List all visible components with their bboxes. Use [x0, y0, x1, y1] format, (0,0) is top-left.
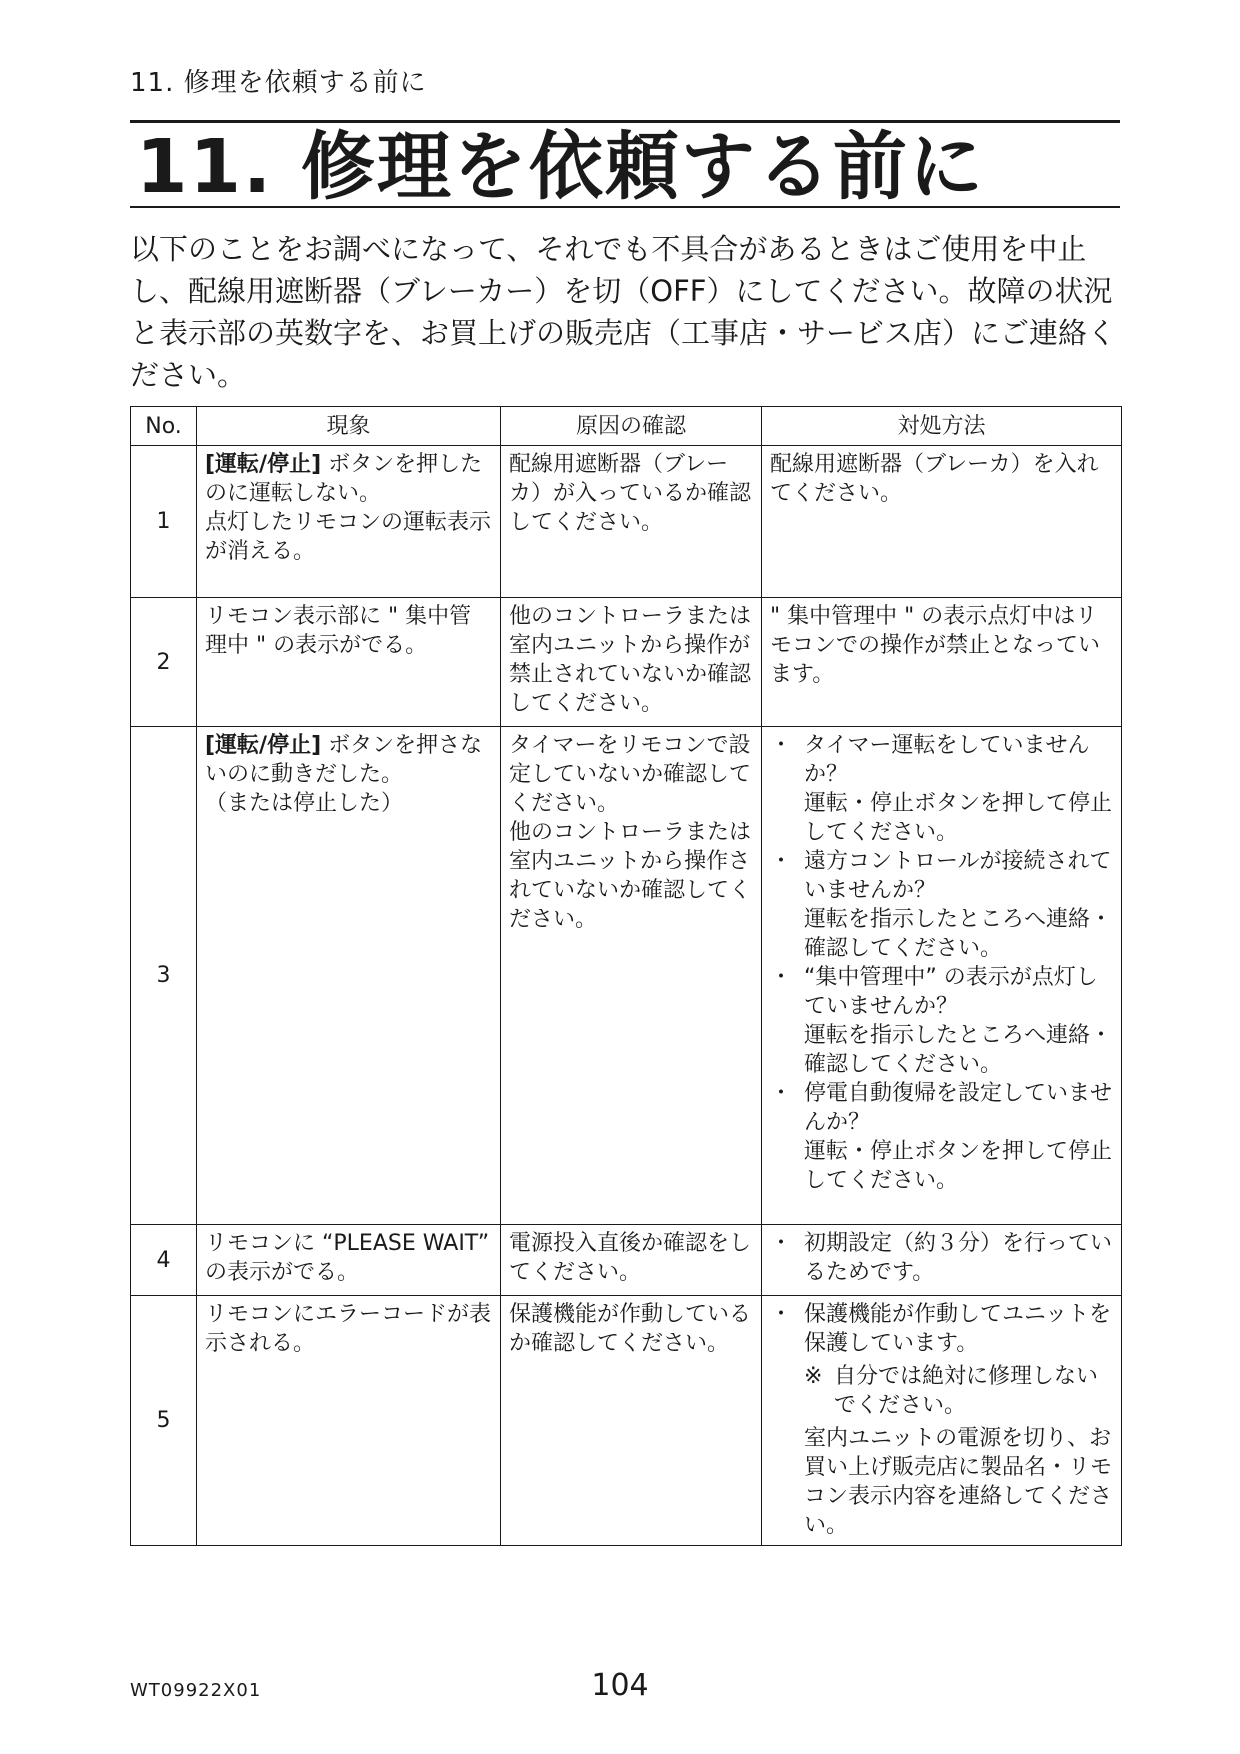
remedy-cell — [762, 727, 1122, 1225]
document-code: WT09922X01 — [130, 1680, 262, 1701]
remedy-answer: 運転・停止ボタンを押して停止してください。 — [804, 1139, 1113, 1193]
header-cause: 原因の確認 — [501, 407, 762, 446]
symptom-text: （または停止した） — [205, 791, 404, 816]
symptom-text: ボタンを押したのに運転しない。 — [205, 452, 483, 506]
page-number: 104 — [591, 1668, 649, 1703]
remedy-answer: 運転を指示したところへ連絡・確認してください。 — [804, 1023, 1113, 1077]
table-row — [131, 598, 1122, 727]
intro-paragraph: 以下のことをお調べになって、それでも不具合があるときはご使用を中止し、配線用遮断器（ブレーカー）を切（OFF）にしてください。故障の状況と表示部の英数字を、お買上げの販売店（工事店・サービス店）にご連絡ください。 — [130, 232, 1117, 392]
table-row — [131, 727, 1122, 1225]
cause-cell: 保護機能が作動しているか確認してください。 — [501, 1296, 762, 1546]
cause-cell: 他のコントローラまたは室内ユニットから操作が禁止されていないか確認してください。 — [501, 598, 762, 727]
remedy-answer: 運転・停止ボタンを押して停止してください。 — [804, 791, 1113, 845]
remedy-list — [770, 1229, 1113, 1287]
table-row — [131, 1225, 1122, 1296]
list-item — [770, 847, 1113, 963]
symptom-cell: リモコン表示部に " 集中管理中 " の表示がでる。 — [197, 598, 501, 727]
cause-cell: 電源投入直後か確認をしてください。 — [501, 1225, 762, 1296]
row-number: 5 — [131, 1296, 197, 1546]
list-item: ・ 初期設定（約３分）を行っているためです。 — [770, 1229, 1113, 1287]
row-number: 2 — [131, 598, 197, 727]
remedy-question: ・ 停電自動復帰を設定していませんか？ — [804, 1081, 1113, 1135]
table-row — [131, 446, 1122, 598]
row-number: 1 — [131, 446, 197, 598]
remedy-question: ・ タイマー運転をしていませんか？ — [804, 733, 1090, 787]
header-remedy: 対処方法 — [762, 407, 1122, 446]
page-title: 11. 修理を依頼する前に — [136, 124, 985, 210]
remedy-cell — [762, 1225, 1122, 1296]
button-label: [運転/停止] — [205, 733, 322, 758]
remedy-cell: 配線用遮断器（ブレーカ）を入れてください。 — [762, 446, 1122, 598]
title-rule-bottom — [130, 206, 1120, 208]
list-item — [770, 731, 1113, 847]
list-item — [770, 963, 1113, 1079]
running-header: 11. 修理を依頼する前に — [130, 68, 427, 98]
remedy-cell — [762, 1296, 1122, 1546]
header-symptom: 現象 — [197, 407, 501, 446]
list-item — [770, 1300, 1113, 1540]
header-no: No. — [131, 407, 197, 446]
remedy-list — [770, 1300, 1113, 1540]
remedy-text: 室内ユニットの電源を切り、お買い上げ販売店に製品名・リモコン表示内容を連絡してください。 — [804, 1426, 1113, 1538]
remedy-text: ・ 保護機能が作動してユニットを保護しています。 — [804, 1302, 1112, 1356]
symptom-text: 点灯したリモコンの運転表示が消える。 — [205, 510, 492, 564]
symptom-cell — [197, 727, 501, 1225]
remedy-cell: " 集中管理中 " の表示点灯中はリモコンでの操作が禁止となっています。 — [762, 598, 1122, 727]
cause-text: 他のコントローラまたは室内ユニットから操作されていないか確認してください。 — [509, 820, 752, 932]
button-label: [運転/停止] — [205, 452, 322, 477]
table-header-row — [131, 407, 1122, 446]
row-number: 3 — [131, 727, 197, 1225]
symptom-cell: リモコンに “PLEASE WAIT” の表示がでる。 — [197, 1225, 501, 1296]
cause-cell — [501, 727, 762, 1225]
remedy-answer: 運転を指示したところへ連絡・確認してください。 — [804, 907, 1113, 961]
remedy-question: ・ “集中管理中” の表示が点灯していませんか？ — [804, 965, 1098, 1019]
reference-mark-icon: ※ — [804, 1364, 823, 1389]
symptom-cell: リモコンにエラーコードが表示される。 — [197, 1296, 501, 1546]
warning-note — [804, 1362, 1113, 1420]
symptom-cell — [197, 446, 501, 598]
cause-text: タイマーをリモコンで設定していないか確認してください。 — [509, 733, 752, 816]
cause-cell: 配線用遮断器（ブレーカ）が入っているか確認してください。 — [501, 446, 762, 598]
troubleshooting-table — [130, 406, 1122, 1546]
table-row — [131, 1296, 1122, 1546]
row-number: 4 — [131, 1225, 197, 1296]
warning-text: 自分では絶対に修理しないでください。 — [834, 1364, 1099, 1418]
list-item — [770, 1079, 1113, 1195]
remedy-list — [770, 731, 1113, 1195]
symptom-text: ボタンを押さないのに動きだした。 — [205, 733, 483, 787]
remedy-question: ・ 遠方コントロールが接続されていませんか？ — [804, 849, 1112, 903]
